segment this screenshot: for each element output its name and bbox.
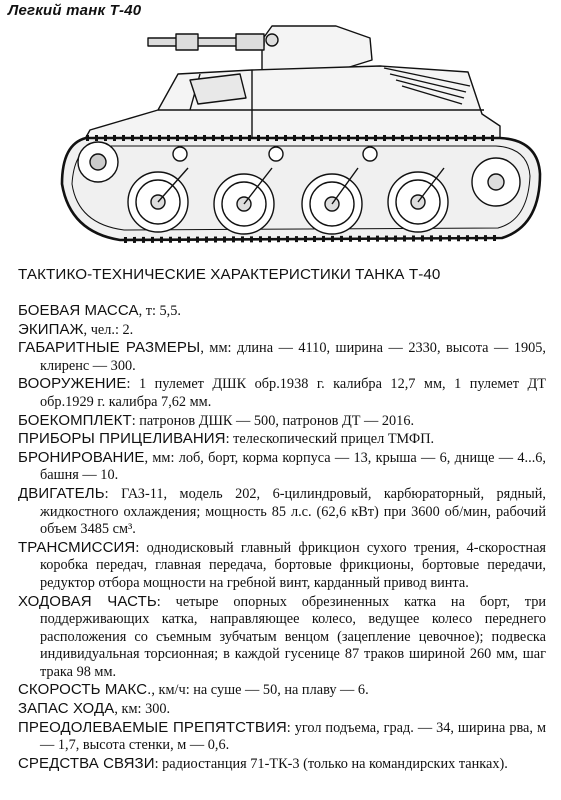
spec-value: , чел.: 2.	[83, 321, 134, 338]
spec-combat-weight	[18, 302, 546, 321]
spec-term: ПРЕОДОЛЕВАЕМЫЕ ПРЕПЯТСТВИЯ	[18, 718, 287, 736]
spec-ammunition	[18, 412, 546, 431]
spec-sights	[18, 430, 546, 449]
spec-term: БОЕВАЯ МАССА	[18, 302, 139, 319]
tank-illustration	[40, 14, 560, 254]
spec-list	[18, 302, 546, 773]
spec-term: ВООРУЖЕНИЕ	[18, 375, 127, 393]
spec-value: : угол подъема, град. — 34, ширина рва, м — 1,7, высота стенки, м — 0,6.	[40, 719, 546, 754]
spec-value: : телескопический прицел ТМФП.	[225, 431, 435, 448]
spec-value: : 1 пулемет ДШК обр.1938 г. калибра 12,7 мм, 1 пулемет ДТ обр.1929 г. калибра 7,62 мм.	[40, 376, 546, 410]
spec-running-gear	[18, 593, 546, 682]
tank-turret	[262, 26, 372, 70]
spec-range	[18, 700, 546, 719]
spec-engine	[18, 485, 546, 539]
spec-heading: ТАКТИКО-ТЕХНИЧЕСКИЕ ХАРАКТЕРИСТИКИ ТАНКА Т-40	[18, 266, 441, 283]
spec-term: ГАБАРИТНЫЕ РАЗМЕРЫ	[18, 339, 201, 357]
spec-value: : патронов ДШК — 500, патронов ДТ — 2016.	[131, 412, 415, 429]
spec-value: , мм: лоб, борт, корма корпуса — 13, крыша — 6, днище — 4...6, башня — 10.	[40, 449, 546, 484]
spec-term: ТРАНСМИССИЯ	[18, 538, 136, 556]
spec-term: ПРИБОРЫ ПРИЦЕЛИВАНИЯ	[18, 430, 226, 448]
spec-term: СКОРОСТЬ МАКС.	[18, 681, 152, 699]
spec-value: : однодисковый главный фрикцион сухого трения, 4-скоростная коробка передач, главная передача, бортовые фрикционы, бортовые передачи, редуктор отбора мощности на гребной винт, карданный привод винта.	[40, 539, 546, 591]
spec-term: БРОНИРОВАНИЕ	[18, 448, 145, 466]
spec-value: , км: 300.	[114, 701, 171, 718]
spec-term: ХОДОВАЯ ЧАСТЬ	[18, 592, 157, 610]
spec-term: ДВИГАТЕЛЬ	[18, 484, 105, 502]
spec-crew	[18, 321, 546, 340]
spec-value: : ГАЗ-11, модель 202, 6-цилиндровый, карбюраторный, рядный, жидкостного охлаждения; мощность 85 л.с. (62,6 кВт) при 3600 об/мин, рабочий объем 3485 см³.	[40, 485, 546, 538]
spec-max-speed	[18, 681, 546, 700]
spec-communications	[18, 755, 546, 774]
spec-value: , мм: длина — 4110, ширина — 2330, высота — 1905, клиренс — 300.	[40, 340, 546, 374]
spec-value: : четыре опорных обрезиненных катка на борт, три поддерживающих катка, направляющее колесо, ведущее колесо переднего расположения со съемным зубчатым венцом (зацепление цевочное); подвеска индивидуальная торсионная; в каждой гусенице 87 траков шириной 260 мм, шаг трака 98 мм.	[40, 593, 547, 680]
spec-dimensions	[18, 339, 546, 375]
spec-obstacles	[18, 719, 546, 755]
spec-armor	[18, 449, 546, 485]
spec-armament	[18, 375, 546, 411]
spec-term: ЗАПАС ХОДА	[18, 700, 115, 718]
spec-value: , км/ч: на суше — 50, на плаву — 6.	[151, 682, 369, 699]
page-title: Легкий танк Т-40	[8, 2, 142, 19]
spec-value: , т: 5,5.	[138, 303, 181, 319]
spec-term: БОЕКОМПЛЕКТ	[18, 411, 132, 429]
spec-term: ЭКИПАЖ	[18, 320, 84, 338]
spec-term: СРЕДСТВА СВЯЗИ	[18, 754, 155, 772]
spec-transmission	[18, 539, 546, 593]
spec-value: : радиостанция 71-ТК-3 (только на командирских танках).	[154, 755, 508, 772]
